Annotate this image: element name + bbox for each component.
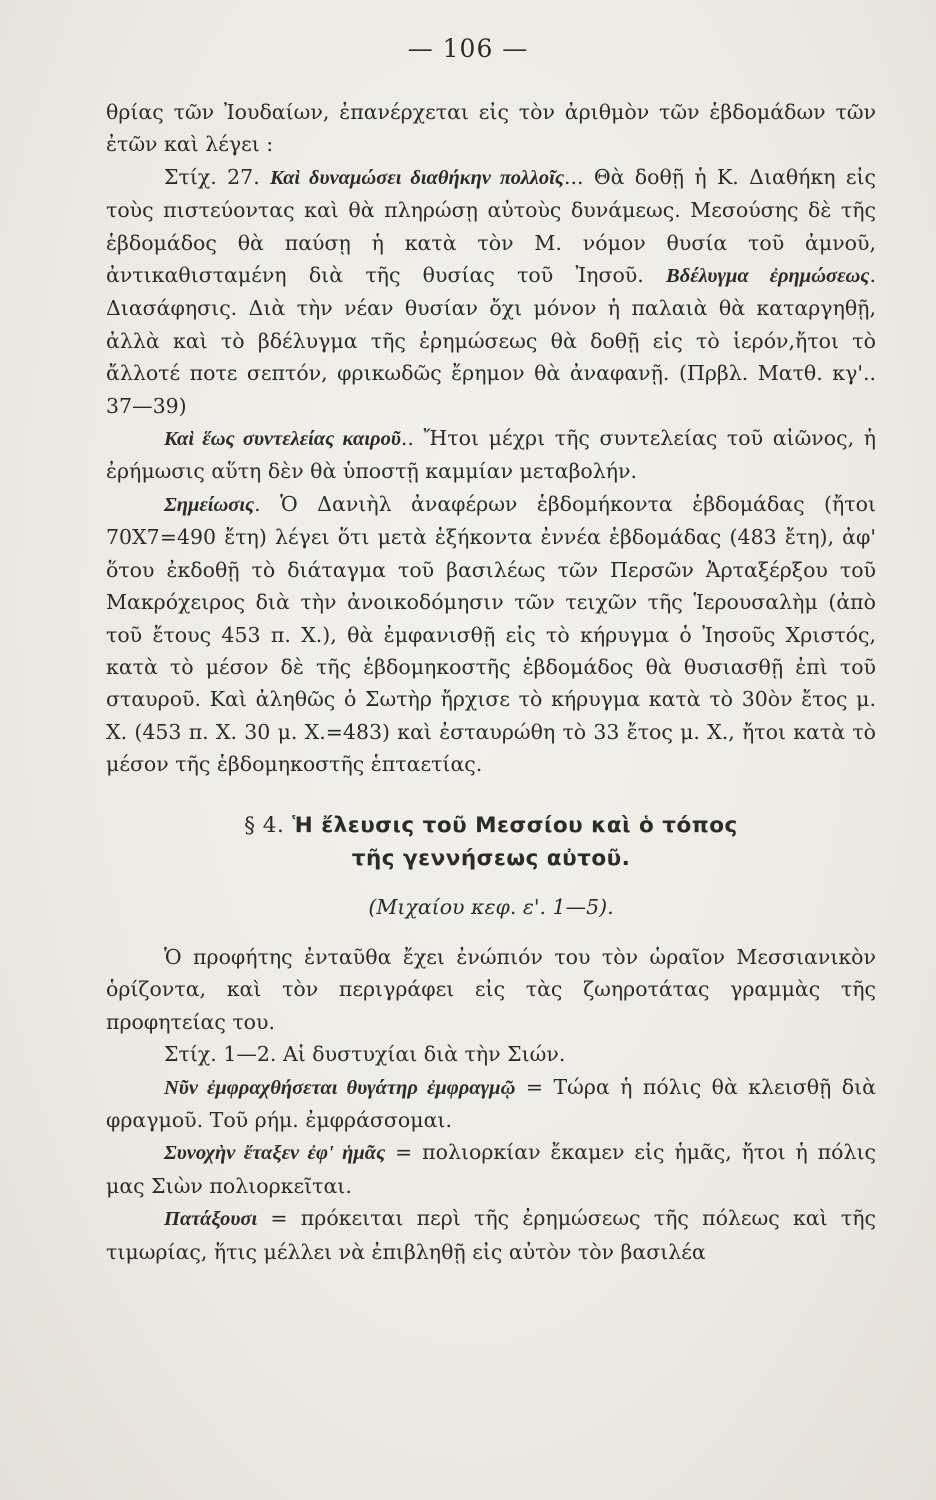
commentary-siege: = πολιορκίαν ἔκαμεν εἰς ἡμᾶς, ἤτοι ἡ πόλις μας Σιὼν πολιορκεῖται. (106, 1140, 876, 1198)
section-heading (106, 809, 876, 875)
note-text: . Ὁ Δανιὴλ ἀναφέρων ἑβδομήκοντα ἑβδομάδας (ἤτοι 70Χ7=490 ἔτη) λέγει ὅτι μετὰ ἑξήκοντα ἐννέα ἑβδομάδας (483 ἔτη), ἀφ' ὅτου ἐκδοθῇ τὸ διάταγμα τοῦ βασιλέως τῶν Περσῶν Ἀρταξέρξου τοῦ Μακρόχειρος διὰ τὴν ἀνοικοδόμησιν τῶν τειχῶν τῆς Ἱερουσαλὴμ (ἀπὸ τοῦ ἔτους 453 π. Χ.), θὰ ἐμφανισθῇ εἰς τὸ κήρυγμα ὁ Ἰησοῦς Χριστός, κατὰ τὸ μέσον δὲ τῆς ἑβδομηκοστῆς ἑβδομάδος θὰ θυσιασθῇ ἐπὶ τοῦ σταυροῦ. Καὶ ἀληθῶς ὁ Σωτὴρ ἤρχισε τὸ κήρυγμα κατὰ τὸ 30ὸν ἔτος μ. Χ. (453 π. Χ. 30 μ. Χ.=483) καὶ ἐσταυρώθη τὸ 33 ἔτος μ. Χ., ἤτοι κατὰ τὸ μέσον τῆς ἑβδομηκοστῆς ἑπταετίας. (106, 491, 876, 777)
paragraph-intro: Ὁ προφήτης ἐνταῦθα ἔχει ἐνώπιόν του τὸν ὡραῖον Μεσσιανικὸν ὁρίζοντα, καὶ τὸν περιγράφει εἰς τὰς ζωηροτάτας γραμμὰς τῆς προφητείας του. (106, 944, 876, 1034)
section-title-line1: Ἡ ἔλευσις τοῦ Μεσσίου καὶ ὁ τόπος (284, 812, 738, 838)
quote-commentary: .. Ἤτοι μέχρι τῆς συντελείας τοῦ αἰῶνος, ἡ ἐρήμωσις αὕτη δὲν θὰ ὑποστῇ καμμίαν μεταβολήν. (106, 426, 877, 484)
section-number: § 4. (244, 812, 285, 838)
verse-commentary-2: . Διασάφησις. Διὰ τὴν νέαν θυσίαν ὄχι μόνον ἡ παλαιὰ θὰ καταργηθῇ, ἀλλὰ καὶ τὸ βδέλυγμα τῆς ἐρημώσεως θὰ δοθῇ εἰς τὸ ἱερόν,ἤτοι τὸ ἄλλοτέ ποτε σεπτόν, φρικωδῶς ἔρημον θὰ ἀναφανῇ. (Πρβλ. Ματθ. κγ'.. 37—39) (106, 263, 876, 418)
page-number: — 106 — (407, 34, 529, 63)
paragraph-verse-27 (106, 161, 876, 422)
paragraph-verse-1-2: Στίχ. 1—2. Αἱ δυστυχίαι διὰ τὴν Σιών. (164, 1042, 566, 1067)
paragraph-continuation: θρίας τῶν Ἰουδαίων, ἐπανέρχεται εἰς τὸν ἀριθμὸν τῶν ἑβδομάδων τῶν ἐτῶν καὶ λέγει : (106, 100, 876, 157)
paragraph-now (106, 1071, 876, 1137)
section-reference: (Μιχαίου κεφ. ε'. 1—5). (368, 894, 614, 919)
section-title-line2: τῆς γεννήσεως αὐτοῦ. (351, 845, 631, 871)
quote-strike: Πατάξουσι (164, 1208, 258, 1231)
quote-heading: Καὶ ἕως συντελείας καιροῦ (164, 428, 401, 451)
paragraph-note (106, 488, 876, 781)
paragraph-siege (106, 1136, 876, 1202)
verse-quote-2: Βδέλυγμα ἐρημώσεως (666, 265, 870, 288)
paragraph-until-end (106, 422, 876, 488)
verse-quote: Καὶ δυναμώσει διαθήκην πολλοῖς (270, 166, 564, 189)
commentary-now: = Τώρα ἡ πόλις θὰ κλεισθῇ διὰ φραγμοῦ. Τοῦ ρήμ. ἐμφράσσομαι. (106, 1074, 876, 1132)
verse-label: Στίχ. 27. (164, 164, 271, 189)
commentary-strike: = πρόκειται περὶ τῆς ἐρημώσεως τῆς πόλεως καὶ τῆς τιμωρίας, ἥτις μέλλει νὰ ἐπιβληθῇ εἰς αὐτὸν τὸν βασιλέα (106, 1206, 876, 1264)
note-heading: Σημείωσις (164, 493, 255, 516)
quote-now: Νῦν ἐμφραχθήσεται θυγάτηρ ἐμφραγμῷ (164, 1076, 516, 1099)
page-body (106, 96, 876, 1268)
quote-siege: Συνοχὴν ἔταξεν ἐφ' ἡμᾶς (164, 1142, 386, 1165)
verse-commentary: ... Θὰ δοθῇ ἡ Κ. Διαθήκη εἰς τοὺς πιστεύοντας καὶ θὰ πληρώσῃ αὐτοὺς δυνάμεως. Μεσούσης δὲ τῆς ἑβδομάδος θὰ παύσῃ ἡ κατὰ τὸν Μ. νόμον θυσία τοῦ ἀμνοῦ, ἀντικαθισταμένη διὰ τῆς θυσίας τοῦ Ἰησοῦ. (106, 164, 876, 288)
paragraph-strike (106, 1202, 876, 1268)
